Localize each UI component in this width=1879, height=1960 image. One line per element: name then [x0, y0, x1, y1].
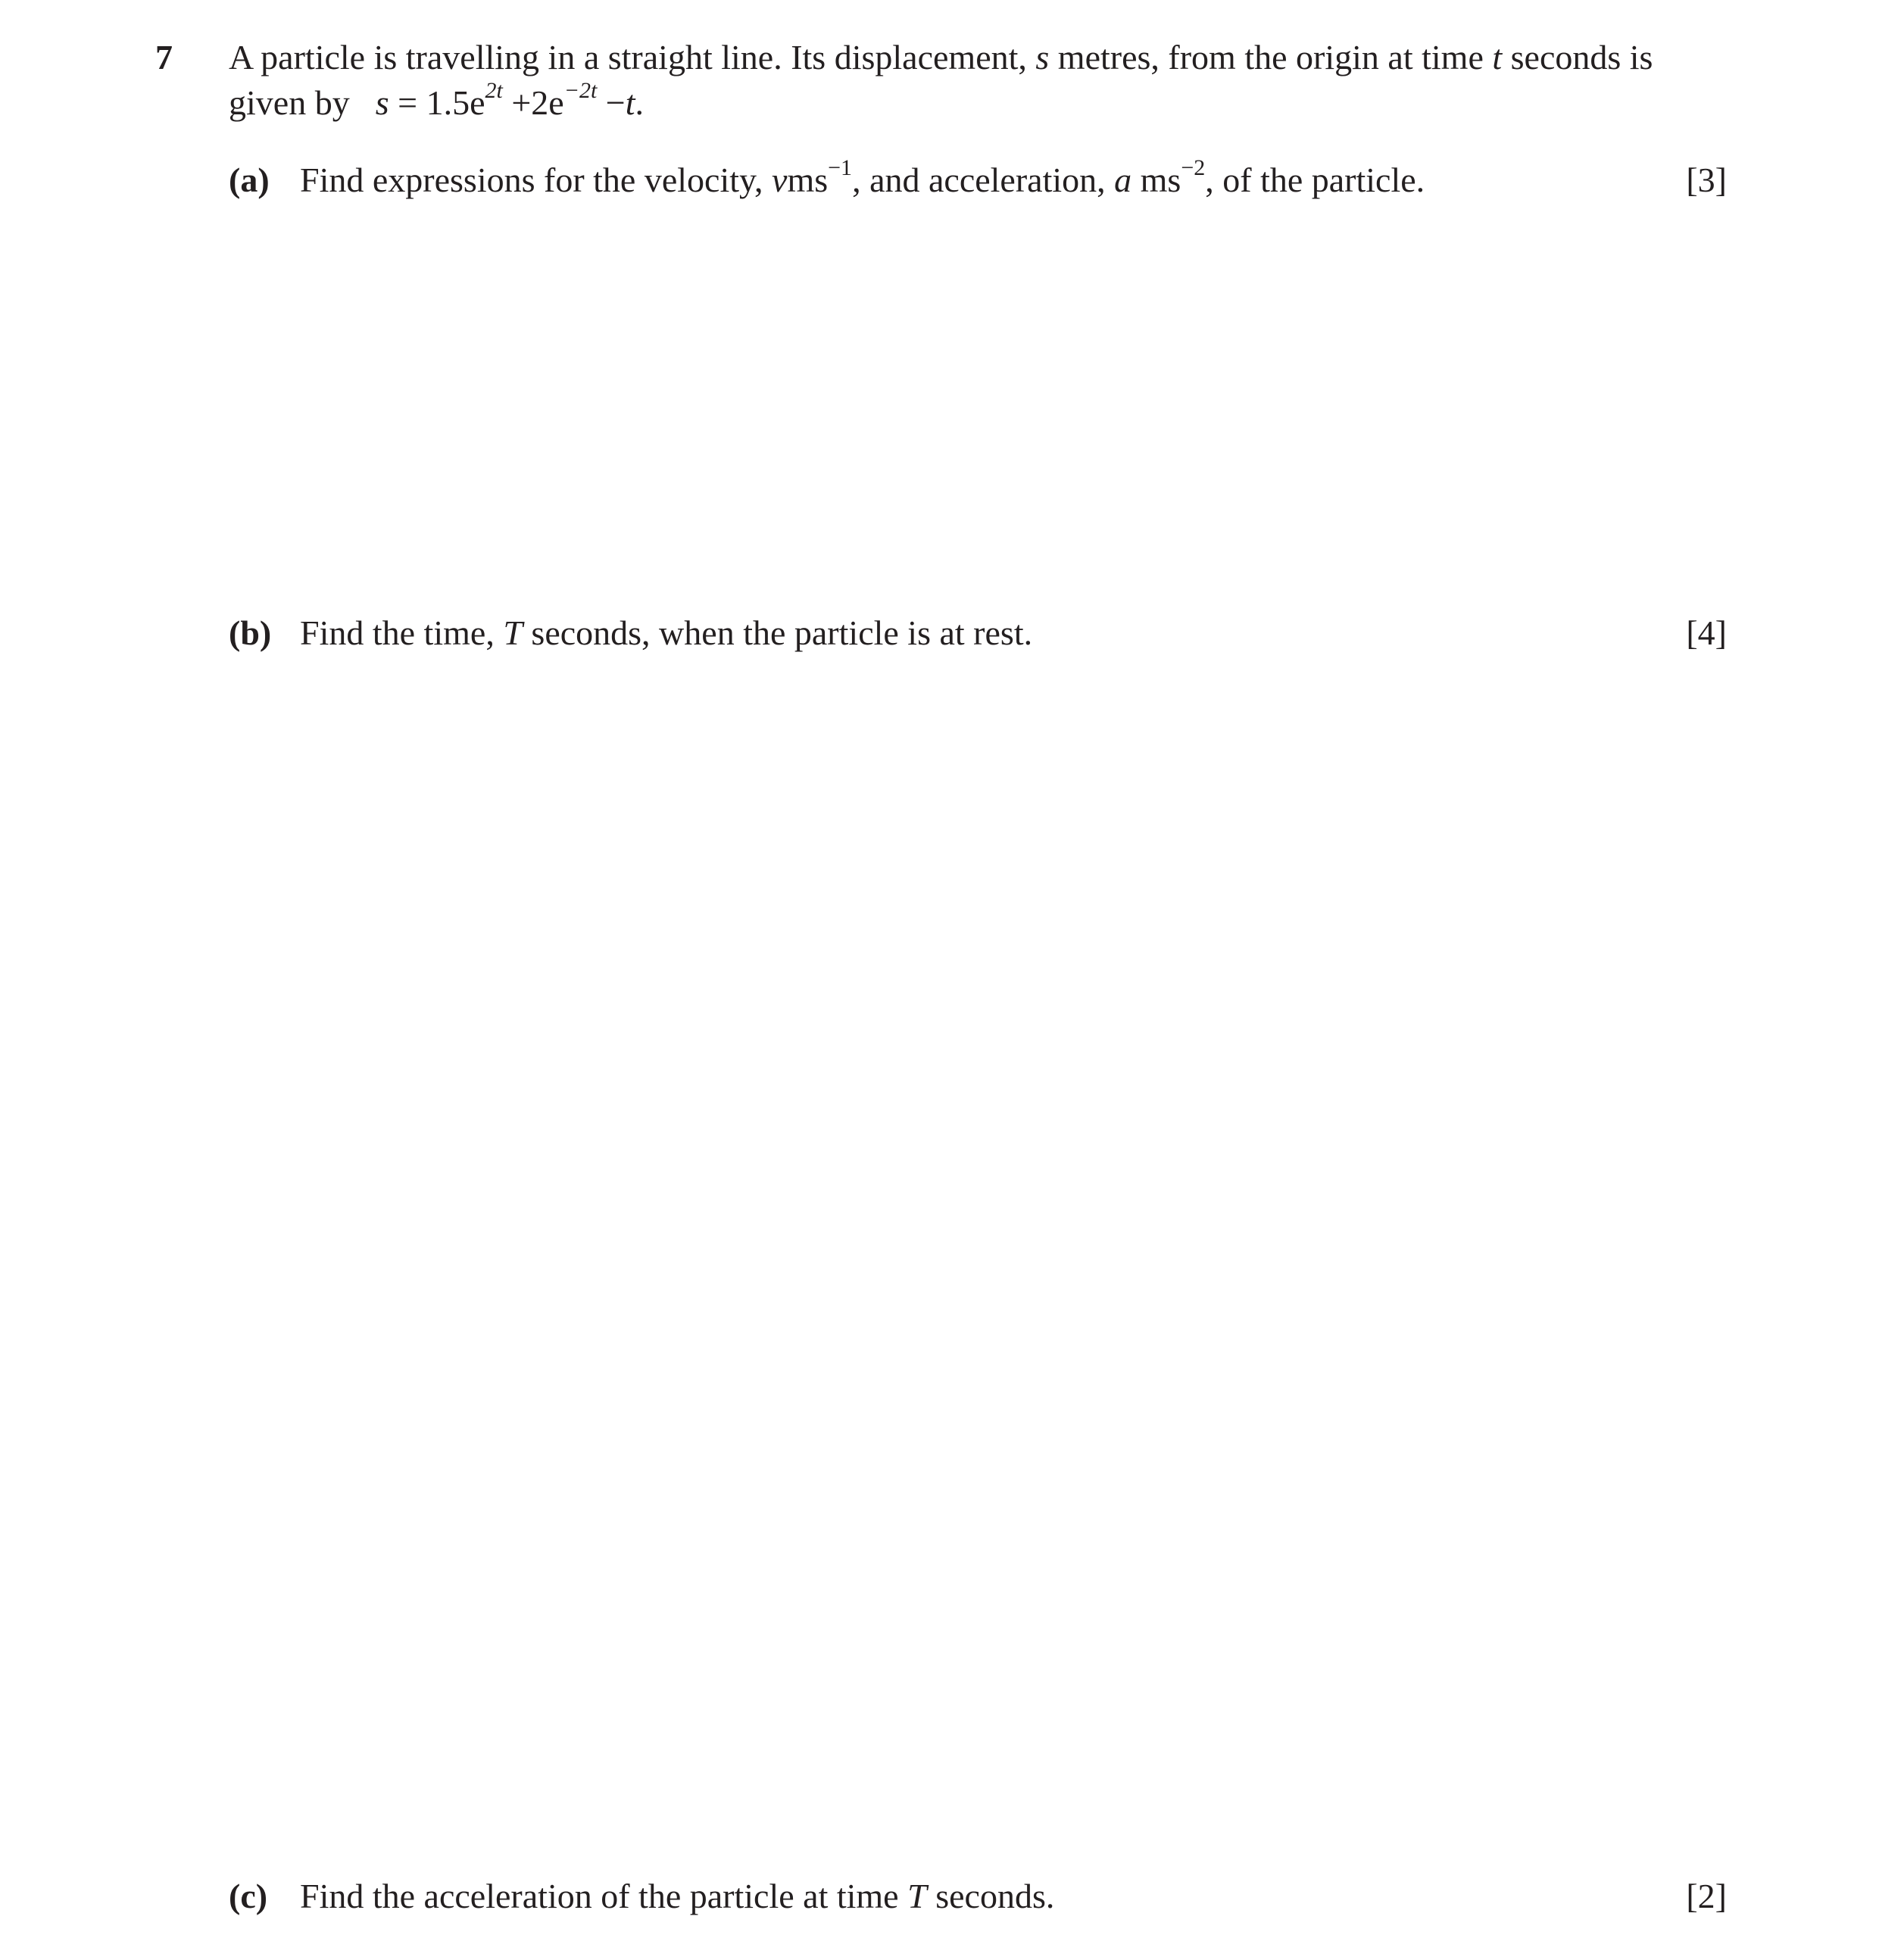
part-a-text-post: , of the particle. [1205, 161, 1425, 199]
eq-term2-exponent: −2t [563, 78, 598, 103]
eq-lhs: s [375, 83, 389, 122]
question-stem [229, 35, 1743, 126]
question-number: 7 [155, 38, 173, 76]
unit-a: ms [1140, 161, 1181, 199]
part-b [229, 610, 1727, 656]
eq-term1: 1.5e [426, 83, 485, 122]
eq-term3: t [625, 83, 635, 122]
part-b-answer-space[interactable] [229, 666, 1727, 1848]
part-c-text-pre: Find the acceleration of the particle at time [300, 1877, 899, 1915]
var-v: v [772, 161, 788, 199]
unit-v: ms [787, 161, 829, 199]
eq-plus: + [511, 83, 532, 122]
part-b-text-pre: Find the time, [300, 613, 495, 652]
part-a-marks: [3] [1686, 161, 1727, 199]
stem-line-1 [229, 35, 1727, 80]
eq-equals: = [398, 83, 418, 122]
var-T-c: T [907, 1877, 927, 1915]
eq-term2: 2e [531, 83, 564, 122]
eq-term1-exponent: 2t [485, 78, 503, 103]
var-T: T [503, 613, 523, 652]
eq-minus: − [605, 83, 626, 122]
part-a-text-mid: , and acceleration, [852, 161, 1106, 199]
part-c-text-post: seconds. [935, 1877, 1055, 1915]
unit-v-exponent: −1 [828, 155, 853, 180]
var-s: s [1035, 38, 1050, 76]
part-b-marks: [4] [1686, 613, 1727, 652]
part-b-text-post: seconds, when the particle is at rest. [531, 613, 1033, 652]
displacement-equation [375, 78, 645, 122]
part-a-text-pre: Find expressions for the velocity, [300, 161, 763, 199]
part-a-answer-space[interactable] [229, 212, 1727, 591]
part-c-marks: [2] [1686, 1877, 1727, 1915]
stem-given-by: given by [229, 83, 350, 122]
part-c [229, 1874, 1727, 1919]
part-b-label: (b) [229, 613, 272, 652]
stem-line-2 [229, 80, 1743, 126]
stem-text-mid: metres, from the origin at time [1057, 38, 1484, 76]
stem-line-1-text [229, 35, 1653, 80]
stem-text-pre: A particle is travelling in a straight line. Its displacement, [229, 38, 1027, 76]
unit-a-exponent: −2 [1181, 155, 1206, 180]
part-c-text [300, 1874, 1686, 1919]
var-a: a [1114, 161, 1132, 199]
part-a [229, 155, 1727, 203]
part-a-text [300, 155, 1686, 203]
part-a-label: (a) [229, 161, 270, 199]
eq-end: . [635, 83, 645, 122]
stem-text-post: seconds is [1510, 38, 1653, 76]
part-b-text [300, 610, 1686, 656]
var-t: t [1492, 38, 1503, 76]
part-c-label: (c) [229, 1877, 268, 1915]
